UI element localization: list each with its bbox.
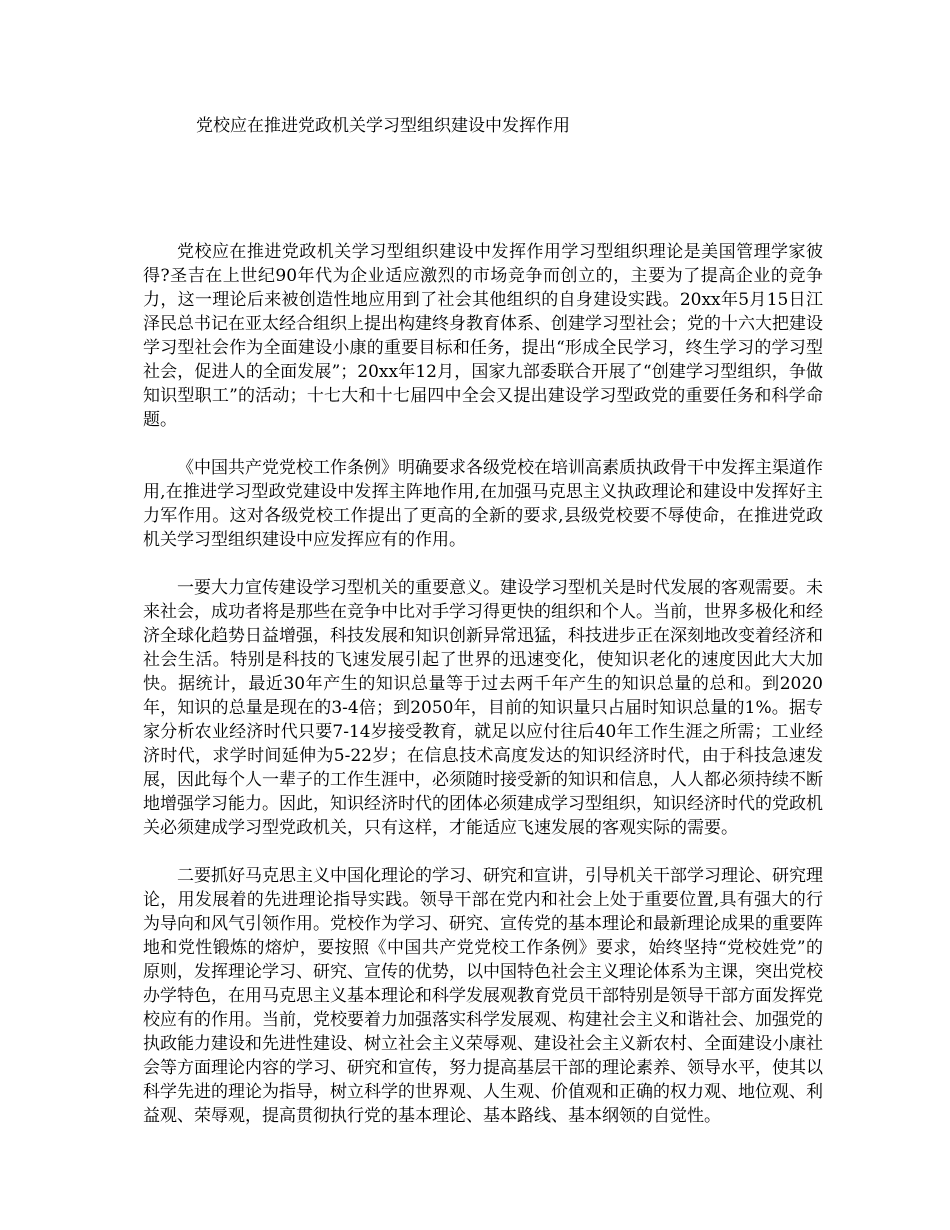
paragraph-4: 二要抓好马克思主义中国化理论的学习、研究和宣讲，引导机关干部学习理论、研究理论，用发展着的先进理论指导实践。领导干部在党内和社会上处于重要位置,具有强大的行为导向和风气引领作用。党校作为学习、研究、宣传党的基本理论和最新理论成果的重要阵地和党性锻炼的熔炉，要按照《中国共产党党校工作条例》要求，始终坚持“党校姓党”的原则，发挥理论学习、研究、宣传的优势，以中国特色社会主义理论体系为主课，突出党校办学特色，在用马克思主义基本理论和科学发展观教育党员干部特别是领导干部方面发挥党校应有的作用。当前，党校要着力加强落实科学发展观、构建社会主义和谐社会、加强党的执政能力建设和先进性建设、树立社会主义荣辱观、建设社会主义新农村、全面建设小康社会等方面理论内容的学习、研究和宣传，努力提高基层干部的理论素养、领导水平，使其以科学先进的理论为指导，树立科学的世界观、人生观、价值观和正确的权力观、地位观、利益观、荣辱观，提高贯彻执行党的基本理论、基本路线、基本纲领的自觉性。 (143, 866, 823, 1126)
document-title: 党校应在推进党政机关学习型组织建设中发挥作用 (196, 116, 570, 136)
paragraph-3: 一要大力宣传建设学习型机关的重要意义。建设学习型机关是时代发展的客观需要。未来社会，成功者将是那些在竞争中比对手学习得更快的组织和个人。当前，世界多极化和经济全球化趋势日益增强，科技发展和知识创新异常迅猛，科技进步正在深刻地改变着经济和社会生活。特别是科技的飞速发展引起了世界的迅速变化，使知识老化的速度因此大大加快。据统计，最近30年产生的知识总量等于过去两千年产生的知识总量的总和。到2020年，知识的总量是现在的3-4倍；到2050年，目前的知识量只占届时知识总量的1%。据专家分析农业经济时代只要7-14岁接受教育，就足以应付往后40年工作生涯之所需；工业经济时代，求学时间延伸为5-22岁；在信息技术高度发达的知识经济时代，由于科技急速发展，因此每个人一辈子的工作生涯中，必须随时接受新的知识和信息，人人都必须持续不断地增强学习能力。因此，知识经济时代的团体必须建成学习型组织，知识经济时代的党政机关必须建成学习型党政机关，只有这样，才能适应飞速发展的客观实际的需要。 (143, 578, 823, 838)
paragraph-2: 《中国共产党党校工作条例》明确要求各级党校在培训高素质执政骨干中发挥主渠道作用,在推进学习型政党建设中发挥主阵地作用,在加强马克思主义执政理论和建设中发挥好主力军作用。这对各级党校工作提出了更高的全新的要求,县级党校要不辱使命，在推进党政机关学习型组织建设中应发挥应有的作用。 (143, 458, 823, 550)
paragraph-1: 党校应在推进党政机关学习型组织建设中发挥作用学习型组织理论是美国管理学家彼得?圣吉在上世纪90年代为企业适应激烈的市场竞争而创立的，主要为了提高企业的竞争力，这一理论后来被创造性地应用到了社会其他组织的自身建设实践。20xx年5月15日江泽民总书记在亚太经合组织上提出构建终身教育体系、创建学习型社会；党的十六大把建设学习型社会作为全面建设小康的重要目标和任务，提出“形成全民学习，终生学习的学习型社会，促进人的全面发展”；20xx年12月，国家九部委联合开展了“创建学习型组织，争做知识型职工”的活动；十七大和十七届四中全会又提出建设学习型政党的重要任务和科学命题。 (143, 242, 823, 430)
document-body (143, 240, 823, 1152)
